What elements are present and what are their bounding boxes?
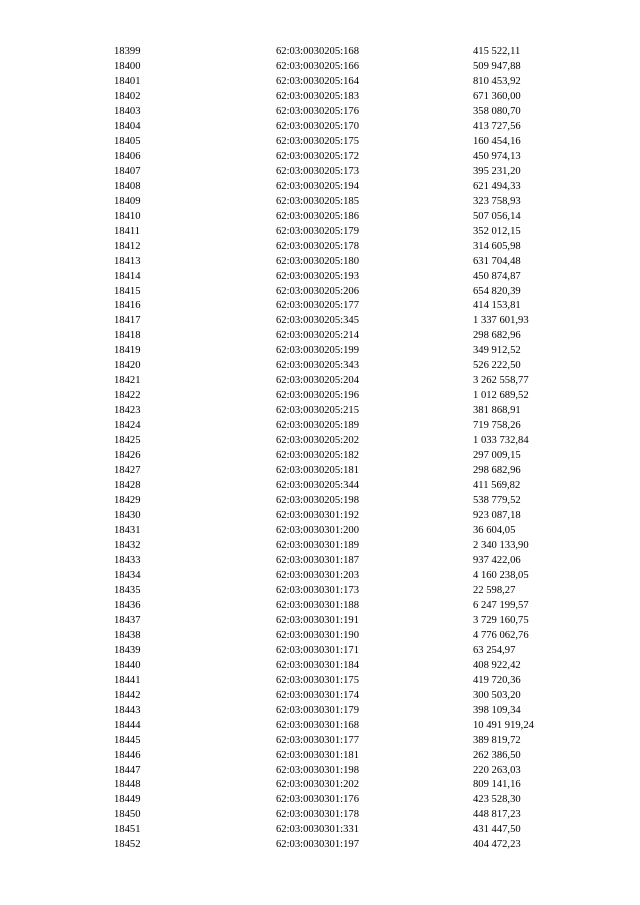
- cadastral-number: 62:03:0030205:185: [276, 195, 359, 207]
- cadastral-number: 62:03:0030301:184: [276, 659, 359, 671]
- table-row: [0, 105, 640, 120]
- cadastral-value: 408 922,42: [473, 659, 521, 671]
- table-row: [0, 569, 640, 584]
- row-number: 18434: [114, 569, 141, 581]
- cadastral-value: 298 682,96: [473, 465, 521, 477]
- table-row: [0, 778, 640, 793]
- cadastral-value: 411 569,82: [473, 480, 521, 492]
- row-number: 18427: [114, 465, 141, 477]
- row-number: 18402: [114, 90, 141, 102]
- cadastral-value: 323 758,93: [473, 195, 521, 207]
- cadastral-number: 62:03:0030205:204: [276, 375, 359, 387]
- row-number: 18409: [114, 195, 141, 207]
- cadastral-value: 36 604,05: [473, 525, 516, 536]
- row-number: 18452: [114, 839, 141, 851]
- cadastral-number: 62:03:0030301:203: [276, 569, 359, 581]
- table-row: [0, 629, 640, 644]
- row-number: 18432: [114, 539, 141, 551]
- cadastral-value: 262 386,50: [473, 749, 521, 761]
- row-number: 18417: [114, 315, 141, 327]
- cadastral-number: 62:03:0030205:182: [276, 450, 359, 462]
- row-number: 18400: [114, 60, 141, 72]
- cadastral-number: 62:03:0030301:200: [276, 525, 359, 536]
- table-row: [0, 808, 640, 823]
- cadastral-number: 62:03:0030301:176: [276, 794, 359, 806]
- cadastral-value: 381 868,91: [473, 405, 521, 417]
- table-row: [0, 599, 640, 614]
- cadastral-number: 62:03:0030205:170: [276, 120, 359, 132]
- table-row: [0, 120, 640, 135]
- table-row: [0, 255, 640, 270]
- table-row: [0, 838, 640, 853]
- row-number: 18440: [114, 659, 141, 671]
- table-row: [0, 734, 640, 749]
- row-number: 18444: [114, 719, 141, 731]
- row-number: 18448: [114, 779, 141, 791]
- table-row: [0, 584, 640, 599]
- cadastral-value: 631 704,48: [473, 255, 521, 267]
- table-row: [0, 75, 640, 90]
- cadastral-number: 62:03:0030301:179: [276, 704, 359, 716]
- row-number: 18439: [114, 644, 141, 656]
- row-number: 18431: [114, 525, 141, 536]
- table-row: [0, 270, 640, 285]
- row-number: 18412: [114, 240, 141, 252]
- row-number: 18413: [114, 255, 141, 267]
- table-row: [0, 674, 640, 689]
- cadastral-value: 1 337 601,93: [473, 315, 529, 327]
- cadastral-value: 538 779,52: [473, 495, 521, 507]
- row-number: 18405: [114, 135, 141, 147]
- cadastral-number: 62:03:0030301:198: [276, 764, 359, 776]
- cadastral-value: 419 720,36: [473, 674, 521, 686]
- cadastral-number: 62:03:0030205:175: [276, 135, 359, 147]
- row-number: 18435: [114, 584, 141, 596]
- cadastral-number: 62:03:0030301:192: [276, 510, 359, 522]
- row-number: 18401: [114, 75, 141, 87]
- cadastral-value: 654 820,39: [473, 285, 521, 297]
- cadastral-number: 62:03:0030301:174: [276, 689, 359, 701]
- cadastral-number: 62:03:0030205:173: [276, 165, 359, 177]
- cadastral-value: 297 009,15: [473, 450, 521, 462]
- table-row: [0, 90, 640, 105]
- cadastral-number: 62:03:0030205:196: [276, 390, 359, 402]
- row-number: 18410: [114, 210, 141, 222]
- cadastral-number: 62:03:0030301:175: [276, 674, 359, 686]
- row-number: 18449: [114, 794, 141, 806]
- row-number: 18416: [114, 300, 141, 312]
- row-number: 18399: [114, 46, 141, 57]
- cadastral-number: 62:03:0030301:190: [276, 629, 359, 641]
- table-row: [0, 285, 640, 300]
- cadastral-value: 809 141,16: [473, 779, 521, 791]
- table-row: [0, 689, 640, 704]
- cadastral-value: 389 819,72: [473, 734, 521, 746]
- cadastral-value: 4 776 062,76: [473, 629, 529, 641]
- cadastral-number: 62:03:0030205:168: [276, 46, 359, 57]
- cadastral-value: 63 254,97: [473, 644, 516, 656]
- cadastral-value: 448 817,23: [473, 809, 521, 821]
- row-number: 18436: [114, 599, 141, 611]
- cadastral-value: 671 360,00: [473, 90, 521, 102]
- cadastral-value: 2 340 133,90: [473, 539, 529, 551]
- table-row: [0, 793, 640, 808]
- cadastral-number: 62:03:0030301:188: [276, 599, 359, 611]
- table-row: [0, 314, 640, 329]
- row-number: 18442: [114, 689, 141, 701]
- table-row: [0, 165, 640, 180]
- cadastral-number: 62:03:0030205:177: [276, 300, 359, 312]
- cadastral-number: 62:03:0030205:181: [276, 465, 359, 477]
- cadastral-value: 352 012,15: [473, 225, 521, 237]
- table-row: [0, 329, 640, 344]
- cadastral-number: 62:03:0030301:187: [276, 554, 359, 566]
- cadastral-number: 62:03:0030205:344: [276, 480, 359, 492]
- cadastral-number: 62:03:0030205:343: [276, 360, 359, 372]
- cadastral-value: 314 605,98: [473, 240, 521, 252]
- cadastral-value: 3 262 558,77: [473, 375, 529, 387]
- table-row: [0, 60, 640, 75]
- table-row: [0, 823, 640, 838]
- table-row: [0, 524, 640, 539]
- row-number: 18411: [114, 225, 141, 237]
- row-number: 18424: [114, 420, 141, 432]
- cadastral-number: 62:03:0030301:331: [276, 824, 359, 836]
- cadastral-value: 398 109,34: [473, 704, 521, 716]
- cadastral-value: 509 947,88: [473, 60, 521, 72]
- cadastral-value: 810 453,92: [473, 75, 521, 87]
- cadastral-value: 719 758,26: [473, 420, 521, 432]
- cadastral-value: 6 247 199,57: [473, 599, 529, 611]
- table-row: [0, 449, 640, 464]
- table-row: [0, 554, 640, 569]
- row-number: 18441: [114, 674, 141, 686]
- cadastral-number: 62:03:0030301:178: [276, 809, 359, 821]
- cadastral-value: 450 974,13: [473, 150, 521, 162]
- table-row: [0, 210, 640, 225]
- row-number: 18433: [114, 554, 141, 566]
- cadastral-number: 62:03:0030205:176: [276, 105, 359, 117]
- row-number: 18421: [114, 375, 141, 387]
- table-row: [0, 494, 640, 509]
- cadastral-number: 62:03:0030301:173: [276, 584, 359, 596]
- row-number: 18423: [114, 405, 141, 417]
- cadastral-number: 62:03:0030301:181: [276, 749, 359, 761]
- table-row: [0, 419, 640, 434]
- cadastral-value: 4 160 238,05: [473, 569, 529, 581]
- table-row: [0, 374, 640, 389]
- cadastral-value: 937 422,06: [473, 554, 521, 566]
- cadastral-value: 300 503,20: [473, 689, 521, 701]
- cadastral-number: 62:03:0030301:177: [276, 734, 359, 746]
- cadastral-value: 414 153,81: [473, 300, 521, 312]
- cadastral-value: 3 729 160,75: [473, 614, 529, 626]
- cadastral-value: 413 727,56: [473, 120, 521, 132]
- cadastral-number: 62:03:0030205:202: [276, 435, 359, 447]
- table-row: [0, 150, 640, 165]
- row-number: 18429: [114, 495, 141, 507]
- cadastral-value: 526 222,50: [473, 360, 521, 372]
- row-number: 18404: [114, 120, 141, 132]
- cadastral-value: 22 598,27: [473, 584, 516, 596]
- table-row: [0, 225, 640, 240]
- row-number: 18418: [114, 330, 141, 342]
- cadastral-number: 62:03:0030205:199: [276, 345, 359, 357]
- cadastral-number: 62:03:0030205:214: [276, 330, 359, 342]
- row-number: 18443: [114, 704, 141, 716]
- row-number: 18414: [114, 270, 141, 282]
- cadastral-number: 62:03:0030301:168: [276, 719, 359, 731]
- row-number: 18407: [114, 165, 141, 177]
- row-number: 18430: [114, 510, 141, 522]
- cadastral-value: 621 494,33: [473, 180, 521, 192]
- table-row: [0, 389, 640, 404]
- cadastral-number: 62:03:0030205:166: [276, 60, 359, 72]
- row-number: 18408: [114, 180, 141, 192]
- cadastral-value: 10 491 919,24: [473, 719, 534, 731]
- cadastral-value: 431 447,50: [473, 824, 521, 836]
- cadastral-value: 298 682,96: [473, 330, 521, 342]
- table-row: [0, 45, 640, 60]
- row-number: 18426: [114, 450, 141, 462]
- cadastral-value: 349 912,52: [473, 345, 521, 357]
- cadastral-value: 1 033 732,84: [473, 435, 529, 447]
- table-row: [0, 240, 640, 255]
- cadastral-value: 923 087,18: [473, 510, 521, 522]
- row-number: 18447: [114, 764, 141, 776]
- row-number: 18438: [114, 629, 141, 641]
- table-row: [0, 704, 640, 719]
- row-number: 18406: [114, 150, 141, 162]
- cadastral-number: 62:03:0030205:206: [276, 285, 359, 297]
- row-number: 18419: [114, 345, 141, 357]
- table-row: [0, 359, 640, 374]
- cadastral-number: 62:03:0030205:178: [276, 240, 359, 252]
- table-row: [0, 195, 640, 210]
- cadastral-value: 415 522,11: [473, 46, 521, 57]
- cadastral-value: 450 874,87: [473, 270, 521, 282]
- cadastral-number: 62:03:0030301:191: [276, 614, 359, 626]
- cadastral-number: 62:03:0030205:183: [276, 90, 359, 102]
- table-row: [0, 180, 640, 195]
- table-row: [0, 299, 640, 314]
- table-row: [0, 614, 640, 629]
- cadastral-number: 62:03:0030205:345: [276, 315, 359, 327]
- row-number: 18403: [114, 105, 141, 117]
- cadastral-value: 160 454,16: [473, 135, 521, 147]
- table-row: [0, 464, 640, 479]
- data-table: [0, 45, 640, 853]
- cadastral-number: 62:03:0030301:189: [276, 539, 359, 551]
- cadastral-number: 62:03:0030301:202: [276, 779, 359, 791]
- table-row: [0, 404, 640, 419]
- row-number: 18450: [114, 809, 141, 821]
- table-row: [0, 539, 640, 554]
- cadastral-number: 62:03:0030205:179: [276, 225, 359, 237]
- cadastral-number: 62:03:0030205:189: [276, 420, 359, 432]
- table-row: [0, 749, 640, 764]
- table-row: [0, 479, 640, 494]
- row-number: 18422: [114, 390, 141, 402]
- table-row: [0, 644, 640, 659]
- row-number: 18428: [114, 480, 141, 492]
- table-row: [0, 659, 640, 674]
- row-number: 18420: [114, 360, 141, 372]
- row-number: 18437: [114, 614, 141, 626]
- table-row: [0, 509, 640, 524]
- cadastral-number: 62:03:0030205:194: [276, 180, 359, 192]
- cadastral-number: 62:03:0030205:215: [276, 405, 359, 417]
- cadastral-value: 423 528,30: [473, 794, 521, 806]
- cadastral-value: 404 472,23: [473, 839, 521, 851]
- table-row: [0, 344, 640, 359]
- row-number: 18415: [114, 285, 141, 297]
- cadastral-number: 62:03:0030205:180: [276, 255, 359, 267]
- table-row: [0, 434, 640, 449]
- cadastral-value: 507 056,14: [473, 210, 521, 222]
- row-number: 18446: [114, 749, 141, 761]
- cadastral-number: 62:03:0030205:172: [276, 150, 359, 162]
- cadastral-value: 395 231,20: [473, 165, 521, 177]
- cadastral-value: 1 012 689,52: [473, 390, 529, 402]
- cadastral-value: 220 263,03: [473, 764, 521, 776]
- row-number: 18451: [114, 824, 141, 836]
- cadastral-number: 62:03:0030301:197: [276, 839, 359, 851]
- table-row: [0, 764, 640, 779]
- cadastral-number: 62:03:0030205:186: [276, 210, 359, 222]
- cadastral-number: 62:03:0030205:193: [276, 270, 359, 282]
- table-row: [0, 719, 640, 734]
- row-number: 18445: [114, 734, 141, 746]
- cadastral-number: 62:03:0030205:198: [276, 495, 359, 507]
- row-number: 18425: [114, 435, 141, 447]
- cadastral-number: 62:03:0030205:164: [276, 75, 359, 87]
- cadastral-number: 62:03:0030301:171: [276, 644, 359, 656]
- cadastral-value: 358 080,70: [473, 105, 521, 117]
- table-row: [0, 135, 640, 150]
